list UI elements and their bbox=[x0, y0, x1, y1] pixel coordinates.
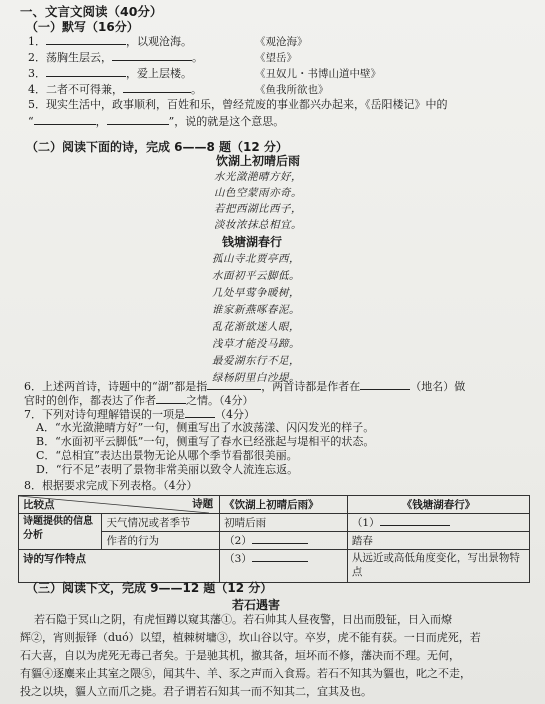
poem1-line: 水光潋滟晴方好， bbox=[214, 171, 302, 183]
header-poem2: 《钱塘湖春行》 bbox=[347, 496, 529, 514]
part3-title: （三）阅读下文，完成 9——12 题（12 分） bbox=[26, 581, 273, 595]
poem2-line: 最爱湖东行不足， bbox=[212, 355, 300, 367]
q5-blank-2 bbox=[107, 114, 169, 125]
q6-text-b: ，两首诗都是作者在 bbox=[261, 380, 361, 393]
q1-num: 1． bbox=[28, 35, 46, 48]
q4-end: 。 bbox=[191, 83, 202, 96]
q7-score: （4分） bbox=[215, 408, 255, 421]
q6-blank-3 bbox=[156, 393, 186, 404]
cell-p1-action bbox=[220, 532, 348, 550]
q2-text: 荡胸生层云， bbox=[46, 51, 112, 64]
q3-source: 《丑奴儿・书博山道中壁》 bbox=[255, 68, 381, 80]
q1-blank bbox=[46, 34, 126, 45]
cell-p2-action: 踏春 bbox=[347, 532, 529, 550]
q1-source: 《观沧海》 bbox=[255, 36, 308, 48]
q6-text-d: 官时的创作，都表达了作者 bbox=[24, 394, 156, 407]
cell-p1-weather: 初晴后雨 bbox=[220, 514, 348, 532]
q6-blank-1 bbox=[207, 379, 261, 390]
poem1-line: 若把西湖比西子， bbox=[214, 203, 302, 215]
answer-blank-3 bbox=[252, 551, 308, 562]
q4-source: 《鱼我所欲也》 bbox=[255, 84, 329, 96]
q5-open-quote: “ bbox=[28, 115, 34, 128]
cell-p1-action-num: （2） bbox=[224, 535, 252, 547]
q5-blank-1 bbox=[34, 114, 96, 125]
q2 bbox=[28, 50, 203, 65]
poem1-title: 饮湖上初晴后雨 bbox=[216, 154, 301, 168]
cell-p2-weather bbox=[347, 514, 529, 532]
row-label-features: 诗的写作特点 bbox=[19, 550, 220, 583]
q5-line2 bbox=[28, 114, 284, 129]
poem2-line: 水面初平云脚低。 bbox=[212, 270, 300, 282]
poem2-line: 浅草才能没马蹄。 bbox=[212, 338, 300, 350]
row-label-info: 诗题提供的信息分析 bbox=[19, 514, 102, 550]
q1 bbox=[28, 34, 192, 49]
q2-num: 2． bbox=[28, 51, 46, 64]
passage-line: 投之以块，貙人立而爪之毙。君子谓若石知其一而不知其二，宜其及也。 bbox=[20, 685, 372, 698]
answer-blank-1 bbox=[380, 515, 450, 526]
header-poem-title: 诗题 bbox=[192, 498, 214, 510]
cell-p2-features: 从远近或高低角度变化，写出景物特点 bbox=[347, 550, 529, 583]
q2-source: 《望岳》 bbox=[255, 52, 297, 64]
row-sub-action: 作者的行为 bbox=[102, 532, 220, 550]
q6-text-c: （地名）做 bbox=[410, 380, 466, 393]
q5-end: ”，说的就是这个意思。 bbox=[168, 115, 285, 128]
q5-comma: ， bbox=[95, 115, 107, 128]
poem2-line: 几处早莺争暖树， bbox=[212, 287, 300, 299]
passage-line: 辉②，宵则振铎（duó）以望，植棘树墉③，坎山谷以守。卒岁，虎不能有获。一日而虎死，若 bbox=[20, 631, 481, 644]
passage-line: 有貙④逐麋来止其室之隈⑤，闻其牛、羊、豕之声而入食焉。若石不知其为貙也，叱之不走， bbox=[20, 667, 471, 680]
q7-option-b: B．“水面初平云脚低”一句，侧重写了春水已经涨起与堤相平的状态。 bbox=[36, 435, 375, 448]
table-row bbox=[19, 514, 530, 532]
q1-text: ，以观沧海。 bbox=[126, 35, 192, 48]
header-poem1: 《饮湖上初晴后雨》 bbox=[220, 496, 348, 514]
q7-blank bbox=[185, 407, 215, 418]
passage-title: 若石遇害 bbox=[232, 598, 281, 612]
table-row bbox=[19, 550, 530, 583]
poem2-line: 绿杨阴里白沙堤。 bbox=[212, 372, 300, 384]
q4-text: 二者不可得兼， bbox=[46, 83, 123, 96]
cell-p2-weather-num: （1） bbox=[351, 517, 380, 529]
q6-blank-2 bbox=[360, 379, 410, 390]
table-header-diag-cell bbox=[19, 496, 220, 514]
q4-num: 4． bbox=[28, 83, 46, 96]
q6-text-e: 之情。（4分） bbox=[186, 394, 254, 407]
q7-option-a: A．“水光潋滟晴方好”一句，侧重写出了水波荡漾、闪闪发光的样子。 bbox=[36, 421, 375, 434]
row-sub-weather: 天气情况或者季节 bbox=[102, 514, 220, 532]
cell-p1-features-num: （3） bbox=[224, 553, 252, 565]
q3 bbox=[28, 66, 192, 81]
q2-blank bbox=[112, 50, 192, 61]
part2-title: （二）阅读下面的诗，完成 6——8 题（12 分） bbox=[26, 140, 288, 154]
passage-line: 若石隐于冥山之阴，有虎恒蹲以窥其藩①。若石帅其人昼夜警，日出而殷钲，日入而燎 bbox=[34, 613, 452, 626]
q4 bbox=[28, 82, 202, 97]
q3-num: 3． bbox=[28, 67, 46, 80]
q8-stem: 8．根据要求完成下列表格。（4分） bbox=[24, 479, 198, 492]
section-title: 一、文言文阅读（40分） bbox=[20, 4, 163, 19]
poem2-line: 乱花渐欲迷人眼， bbox=[212, 321, 300, 333]
poem2-title: 钱塘湖春行 bbox=[222, 235, 283, 249]
q7-option-c: C．“总相宜”表达出景物无论从哪个季节看都很美丽。 bbox=[36, 449, 298, 462]
q6-text-a: 6．上述两首诗，诗题中的“湖”都是指 bbox=[24, 380, 208, 393]
part1-title: （一）默写（16分） bbox=[26, 20, 139, 34]
poem1-line: 山色空蒙雨亦奇。 bbox=[214, 187, 302, 199]
answer-blank-2 bbox=[252, 533, 308, 544]
passage-line: 石大喜，自以为虎死无毒己者矣。于是驰其机，撤其备，垣坏而不修，藩决而不理。无何， bbox=[20, 649, 460, 662]
q8-stem-wrap bbox=[24, 479, 198, 493]
q4-blank bbox=[123, 82, 191, 93]
poem2-line: 谁家新燕啄春泥。 bbox=[212, 304, 300, 316]
cell-p1-features bbox=[220, 550, 348, 583]
poem1-line: 淡妆浓抹总相宜。 bbox=[214, 219, 302, 231]
q7-option-d: D．“行不足”表明了景物非常美丽以致令人流连忘返。 bbox=[36, 463, 299, 476]
q5-line1: 5．现实生活中，政事顺利，百姓和乐，曾经荒废的事业都兴办起来，《岳阳楼记》中的 bbox=[28, 98, 448, 111]
comparison-table bbox=[18, 495, 530, 583]
q3-text: ，爱上层楼。 bbox=[126, 67, 192, 80]
poem2-line: 孤山寺北贾亭西， bbox=[212, 253, 300, 265]
table-header-row bbox=[19, 496, 530, 514]
q7-stem bbox=[24, 407, 255, 422]
q7-text: 7．下列对诗句理解错误的一项是 bbox=[24, 408, 185, 421]
q2-end: 。 bbox=[192, 51, 203, 64]
header-compare-point: 比较点 bbox=[23, 499, 55, 511]
q3-blank bbox=[46, 66, 126, 77]
q6-line2 bbox=[24, 393, 254, 408]
q6-line1 bbox=[24, 379, 465, 394]
